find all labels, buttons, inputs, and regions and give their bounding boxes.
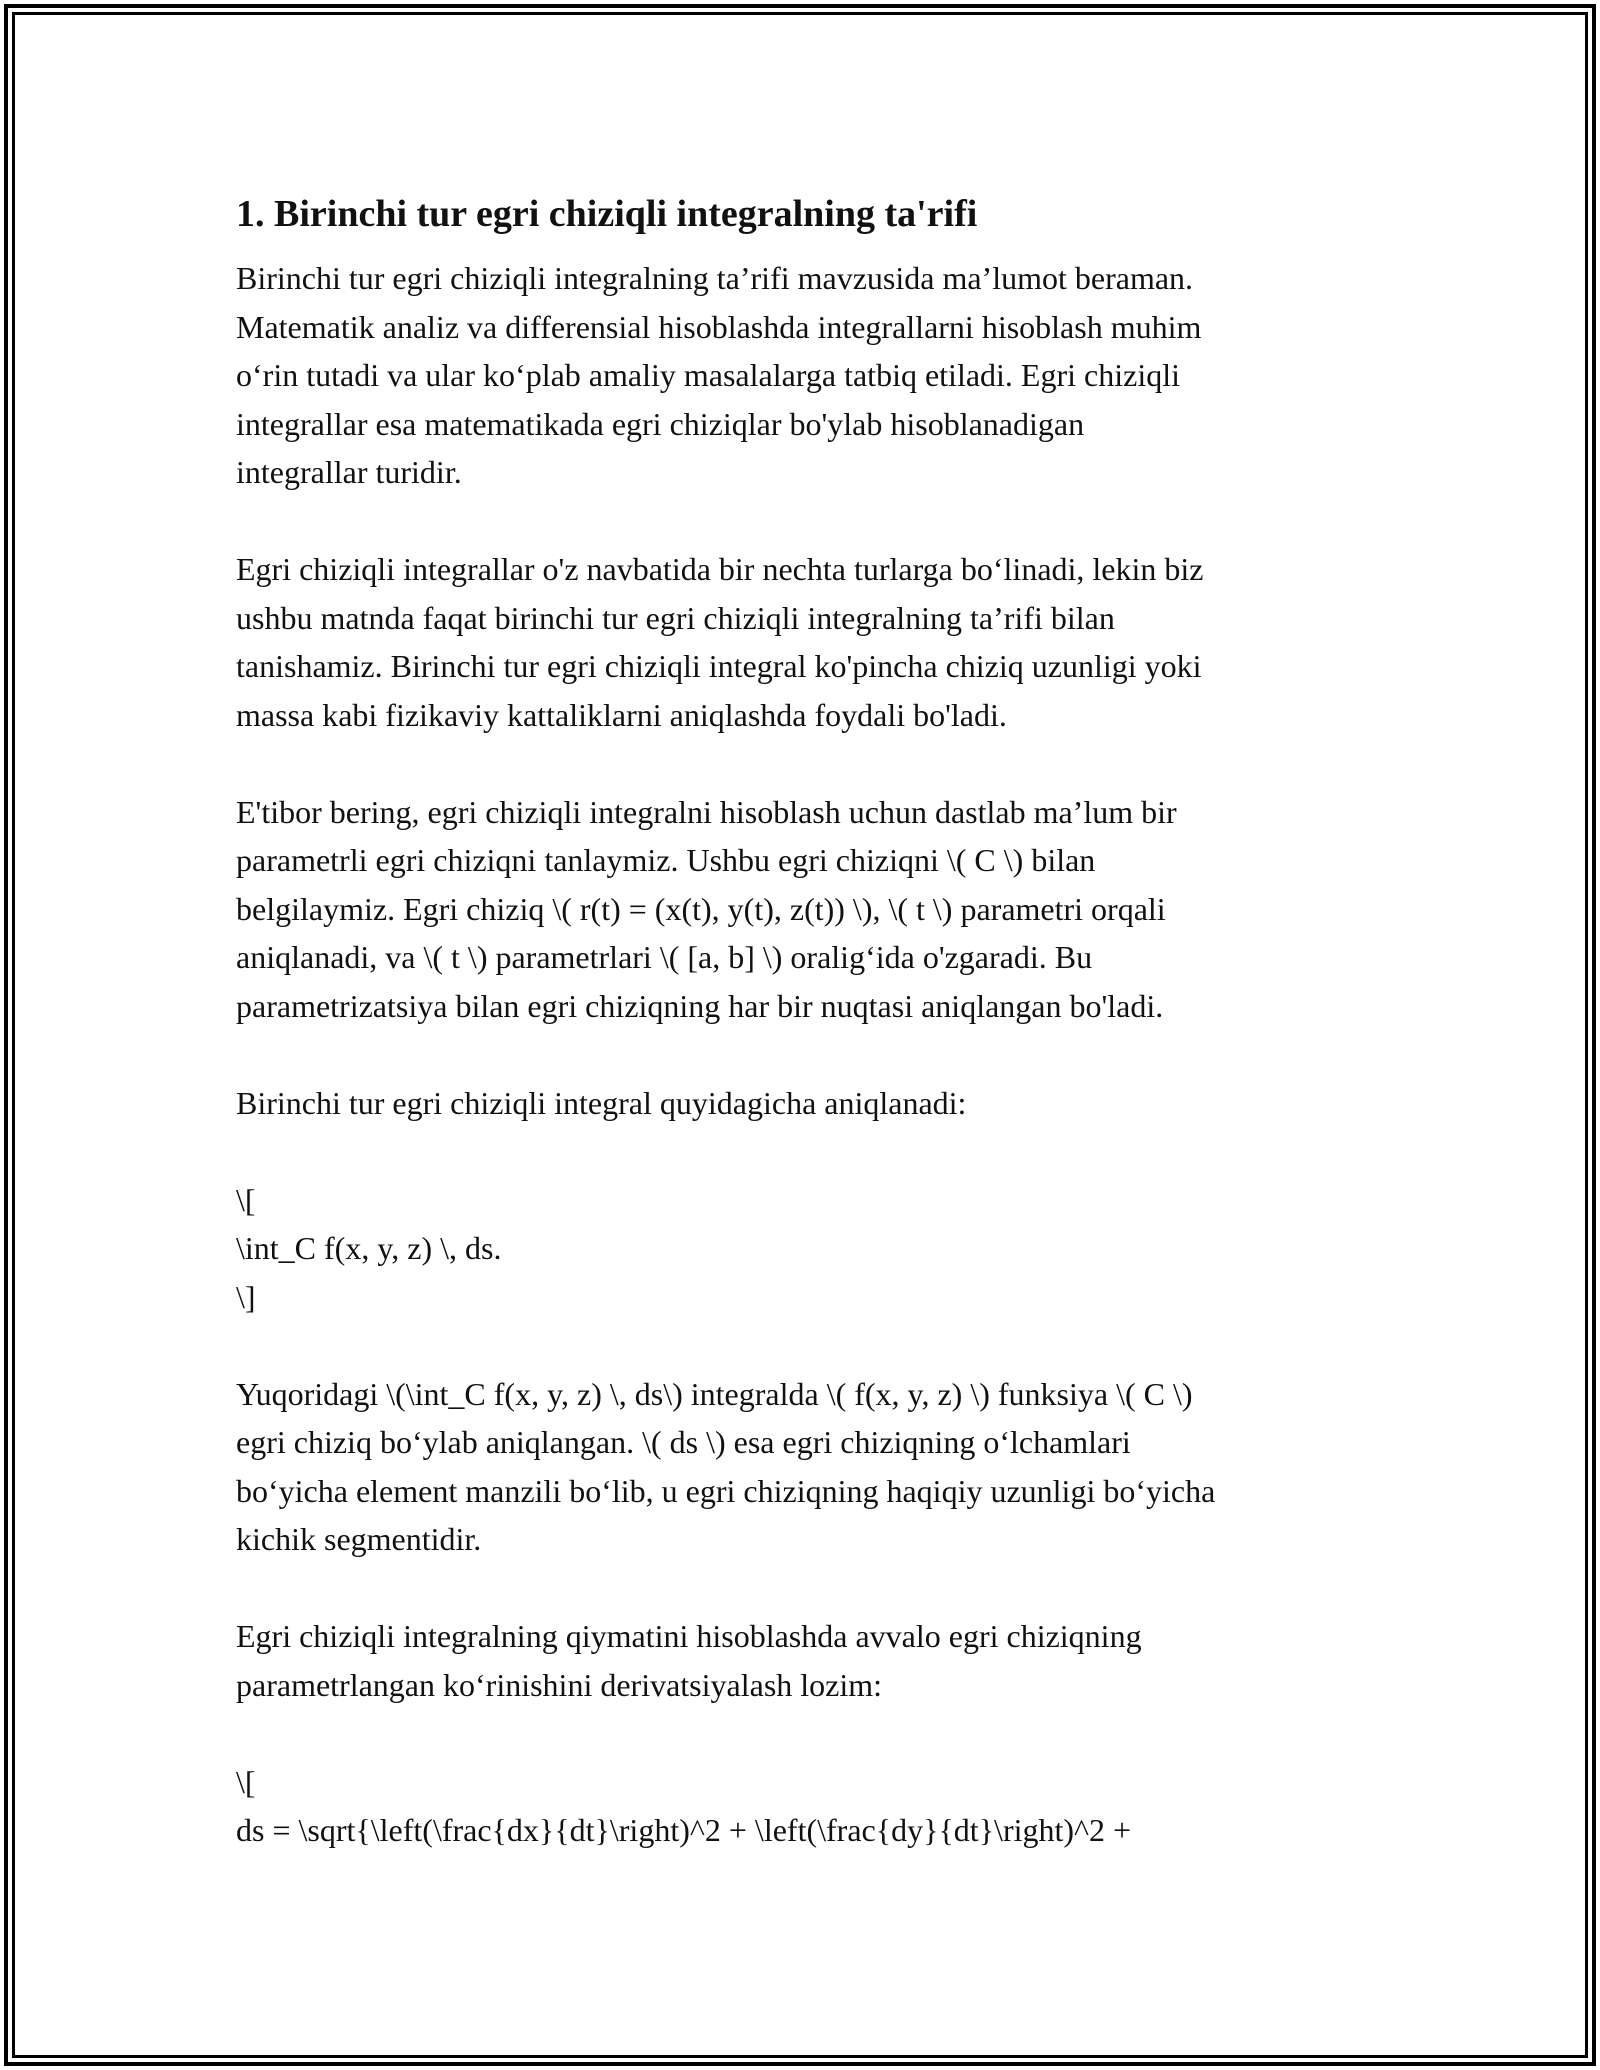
paragraph-gap [236, 1564, 1376, 1613]
paragraph-explanation: Yuqoridagi \(\int_C f(x, y, z) \, ds\) integralda \( f(x, y, z) \) funksiya \( C \) egri chiziq bo‘ylab aniqlangan. \( ds \) esa egri chiziqning o‘lchamlari bo‘yicha element manzili bo‘lib, u egri chiziqning haqiqiy uzunligi bo‘yicha kichik segmentidir. [236, 1375, 1216, 1557]
paragraph-types: Egri chiziqli integrallar o'z navbatida bir nechta turlarga bo‘linadi, lekin biz ushbu matnda faqat birinchi tur egri chiziqli integralning ta’rifi bilan tanishamiz. Birinchi tur egri chiziqli integral ko'pincha chiziq uzunligi yoki massa kabi fizikaviy kattaliklarni aniqlashda foydali bo'ladi. [236, 551, 1204, 733]
paragraph-gap [236, 1030, 1376, 1079]
paragraph-gap [236, 1709, 1376, 1758]
paragraph-gap [236, 1321, 1376, 1370]
section-heading: 1. Birinchi tur egri chiziqli integralning ta'rifi [236, 193, 978, 235]
paragraph-gap [236, 1127, 1376, 1176]
paragraph-gap [236, 497, 1376, 546]
formula-ds: \[ ds = \sqrt{\left(\frac{dx}{dt}\right)^2 + \left(\frac{dy}{dt}\right)^2 + [236, 1763, 1132, 1848]
paragraph-gap [236, 739, 1376, 788]
paragraph-definition-intro: Birinchi tur egri chiziqli integral quyidagicha aniqlanadi: [236, 1084, 967, 1121]
paragraph-parametrization: E'tibor bering, egri chiziqli integralni hisoblash uchun dastlab ma’lum bir parametrli egri chiziqni tanlaymiz. Ushbu egri chiziqni \( C \) bilan belgilaymiz. Egri chiziq \( r(t) = (x(t), y(t), z(t)) \), \( t \) parametri orqali aniqlanadi, va \( t \) parametrlari \( [a, b] \) oralig‘ida o'zgaradi. Bu parametrizatsiya bilan egri chiziqning har bir nuqtasi aniqlangan bo'ladi. [236, 793, 1177, 1024]
formula-integral: \[ \int_C f(x, y, z) \, ds. \] [236, 1181, 502, 1315]
paragraph-intro: Birinchi tur egri chiziqli integralning ta’rifi mavzusida ma’lumot beraman. Matematik analiz va differensial hisoblashda integrallarni hisoblash muhim o‘rin tutadi va ular ko‘plab amaliy masalalarga tatbiq etiladi. Egri chiziqli integrallar esa matematikada egri chiziqlar bo'ylab hisoblanadigan integrallar turidir. [236, 260, 1202, 490]
paragraph-derivative: Egri chiziqli integralning qiymatini hisoblashda avvalo egri chiziqning parametrlangan ko‘rinishini derivatsiyalash lozim: [236, 1618, 1142, 1703]
document-body [236, 186, 1376, 1855]
